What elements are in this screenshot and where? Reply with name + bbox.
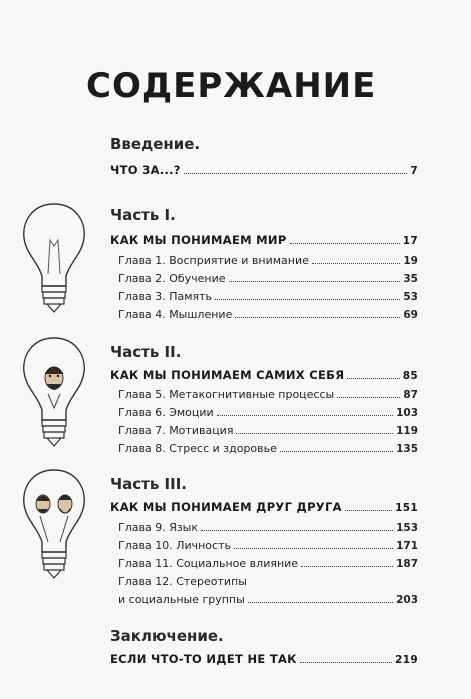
dot-leader — [300, 662, 392, 663]
toc-chapter-3[interactable] — [118, 290, 418, 303]
chapter-label: Глава 5. Метакогнитивные процессы — [118, 388, 335, 401]
page-number: 135 — [396, 443, 418, 455]
page-number: 219 — [395, 654, 418, 666]
toc-entry-label: ЕСЛИ ЧТО-ТО ИДЕТ НЕ ТАК — [110, 652, 297, 666]
page-number: 87 — [403, 389, 418, 401]
page-number: 17 — [402, 235, 418, 247]
toc-entry-intro[interactable] — [110, 163, 418, 177]
toc-entry-part-3[interactable] — [110, 500, 418, 514]
toc-entry-conclusion[interactable] — [110, 652, 418, 666]
toc-chapter-11[interactable] — [118, 557, 418, 570]
part-1-heading: Часть I. — [110, 206, 176, 224]
dot-leader — [312, 263, 400, 264]
intro-heading: Введение. — [110, 135, 201, 153]
toc-entry-part-2[interactable] — [110, 368, 418, 382]
page-number: 103 — [396, 407, 418, 419]
lightbulb-two-faces-icon — [18, 466, 90, 584]
dot-leader — [235, 317, 400, 318]
dot-leader — [248, 602, 393, 603]
part-3-heading: Часть III. — [110, 475, 187, 493]
toc-chapter-1[interactable] — [118, 254, 418, 267]
toc-chapter-9[interactable] — [118, 521, 418, 534]
toc-chapter-4[interactable] — [118, 308, 418, 321]
page-title: СОДЕРЖАНИЕ — [86, 66, 377, 106]
chapter-label: Глава 3. Память — [118, 290, 213, 303]
toc-chapter-10[interactable] — [118, 539, 418, 552]
page-number: 7 — [410, 165, 418, 177]
dot-leader — [184, 173, 408, 174]
lightbulb-face-icon — [18, 334, 90, 452]
dot-leader — [217, 415, 393, 416]
chapter-label: Глава 6. Эмоции — [118, 406, 214, 419]
toc-entry-label: КАК МЫ ПОНИМАЕМ МИР — [110, 233, 287, 247]
toc-entry-label: КАК МЫ ПОНИМАЕМ САМИХ СЕБЯ — [110, 368, 345, 382]
chapter-label: Глава 11. Социальное влияние — [118, 557, 299, 570]
page-number: 35 — [403, 273, 418, 285]
dot-leader — [280, 451, 393, 452]
part-2-heading: Часть II. — [110, 343, 182, 361]
page-number: 153 — [396, 522, 418, 534]
lightbulb-icon — [18, 200, 90, 318]
dot-leader — [347, 378, 399, 379]
toc-entry-label: ЧТО ЗА...? — [110, 163, 181, 177]
toc-chapter-8[interactable] — [118, 442, 418, 455]
page-number: 151 — [395, 502, 418, 514]
toc-chapter-7[interactable] — [118, 424, 418, 437]
toc-chapter-5[interactable] — [118, 388, 418, 401]
chapter-label: Глава 4. Мышление — [118, 308, 233, 321]
toc-entry-part-1[interactable] — [110, 233, 418, 247]
page-number: 119 — [396, 425, 418, 437]
chapter-label: Глава 12. Стереотипы — [118, 575, 247, 588]
toc-chapter-2[interactable] — [118, 272, 418, 285]
dot-leader — [215, 299, 400, 300]
dot-leader — [301, 566, 393, 567]
dot-leader — [201, 530, 393, 531]
chapter-label: и социальные группы — [118, 593, 245, 606]
toc-chapter-12-line-1[interactable] — [118, 575, 418, 588]
dot-leader — [236, 433, 393, 434]
toc-chapter-12-line-2[interactable] — [118, 593, 418, 606]
chapter-label: Глава 2. Обучение — [118, 272, 226, 285]
chapter-label: Глава 10. Личность — [118, 539, 231, 552]
dot-leader — [229, 281, 401, 282]
page-number: 171 — [396, 540, 418, 552]
page-number: 203 — [396, 594, 418, 606]
page-number: 53 — [403, 291, 418, 303]
chapter-label: Глава 8. Стресс и здоровье — [118, 442, 277, 455]
page-number: 19 — [403, 255, 418, 267]
conclusion-heading: Заключение. — [110, 627, 224, 645]
dot-leader — [337, 397, 400, 398]
chapter-label: Глава 1. Восприятие и внимание — [118, 254, 309, 267]
chapter-label: Глава 9. Язык — [118, 521, 199, 534]
toc-chapter-6[interactable] — [118, 406, 418, 419]
page-number: 85 — [402, 370, 418, 382]
page-number: 187 — [396, 558, 418, 570]
dot-leader — [234, 548, 393, 549]
dot-leader — [345, 510, 392, 511]
page-number: 69 — [403, 309, 418, 321]
chapter-label: Глава 7. Мотивация — [118, 424, 234, 437]
toc-entry-label: КАК МЫ ПОНИМАЕМ ДРУГ ДРУГА — [110, 500, 342, 514]
dot-leader — [290, 243, 400, 244]
